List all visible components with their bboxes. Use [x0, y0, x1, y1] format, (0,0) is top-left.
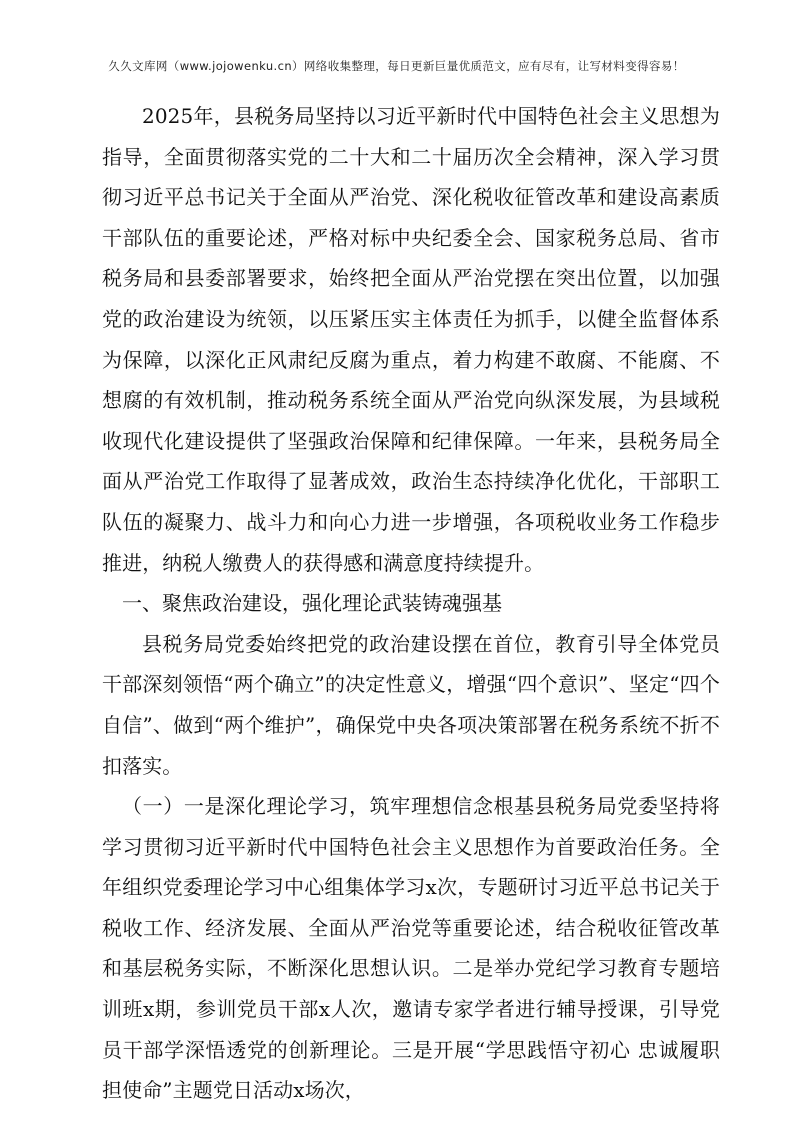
intro-paragraph: 2025年，县税务局坚持以习近平新时代中国特色社会主义思想为指导，全面贯彻落实党的二十大和二十届历次全会精神，深入学习贯彻习近平总书记关于全面从严治党、深化税收征管改革和建设高素质干部队伍的重要论述，严格对标中央纪委全会、国家税务总局、省市税务局和县委部署要求，始终把全面从严治党摆在突出位置，以加强党的政治建设为统领，以压紧压实主体责任为抓手，以健全监督体系为保障，以深化正风肃纪反腐为重点，着力构建不敢腐、不能腐、不想腐的有效机制，推动税务系统全面从严治党向纵深发展，为县域税收现代化建设提供了坚强政治保障和纪律保障。一年来，县税务局全面从严治党工作取得了显著成效，政治生态持续净化优化，干部职工队伍的凝聚力、战斗力和向心力进一步增强，各项税收业务工作稳步推进，纳税人缴费人的获得感和满意度持续提升。	[102, 104, 720, 575]
document-body	[102, 96, 720, 1111]
section-paragraph: 县税务局党委始终把党的政治建设摆在首位，教育引导全体党员干部深刻领悟“两个确立”的决定性意义，增强“四个意识”、坚定“四个自信”、做到“两个维护”，确保党中央各项决策部署在税务系统不折不扣落实。	[102, 631, 720, 778]
subsection-paragraph: （一）一是深化理论学习，筑牢理想信念根基县税务局党委坚持将学习贯彻习近平新时代中国特色社会主义思想作为首要政治任务。全年组织党委理论学习中心组集体学习x次，专题研讨习近平总书记关于税收工作、经济发展、全面从严治党等重要论述，结合税收征管改革和基层税务实际，不断深化思想认识。二是举办党纪学习教育专题培训班x期，参训党员干部x人次，邀请专家学者进行辅导授课，引导党员干部学深悟透党的创新理论。三是开展“学思践悟守初心 忠诚履职担使命”主题党日活动x场次，	[102, 794, 720, 1103]
header-note: 久久文库网（www.jojowenku.cn）网络收集整理，每日更新巨量优质范文，应有尽有，让写材料变得容易！	[108, 59, 685, 73]
section-heading: 一、聚焦政治建设，强化理论武装铸魂强基	[122, 591, 502, 616]
